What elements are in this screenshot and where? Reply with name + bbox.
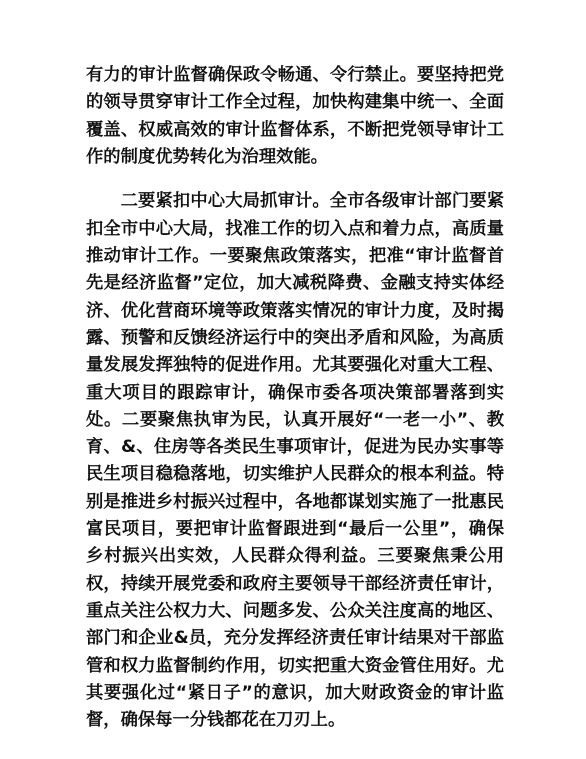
body-text — [86, 62, 504, 734]
paragraph-2: 二要紧扣中心大局抓审计。全市各级审计部门要紧扣全市中心大局，找准工作的切入点和着力点，高质量推动审计工作。一要聚焦政策落实，把准“审计监督首先是经济监督”定位，加大减税降费、金融支持实体经济、优化营商环境等政策落实情况的审计力度，及时揭露、预警和反馈经济运行中的突出矛盾和风险，为高质量发展发挥独特的促进作用。尤其要强化对重大工程、重大项目的跟踪审计，确保市委各项决策部署落到实处。二要聚焦执审为民，认真开展好“一老一小”、教育、&、住房等各类民生事项审计，促进为民办实事等民生项目稳稳落地，切实维护人民群众的根本利益。特别是推进乡村振兴过程中，各地都谋划实施了一批惠民富民项目，要把审计监督跟进到“最后一公里”，确保乡村振兴出实效，人民群众得利益。三要聚焦秉公用权，持续开展党委和政府主要领导干部经济责任审计，重点关注公权力大、问题多发、公众关注度高的地区、部门和企业&员，充分发挥经济责任审计结果对干部监管和权力监督制约作用，切实把重大资金管住用好。尤其要强化过“紧日子”的意识，加大财政资金的审计监督，确保每一分钱都花在刀刃上。 — [86, 191, 504, 731]
paragraph-1: 有力的审计监督确保政令畅通、令行禁止。要坚持把党的领导贯穿审计工作全过程，加快构建集中统一、全面覆盖、权威高效的审计监督体系，不断把党领导审计工作的制度优势转化为治理效能。 — [86, 65, 504, 167]
